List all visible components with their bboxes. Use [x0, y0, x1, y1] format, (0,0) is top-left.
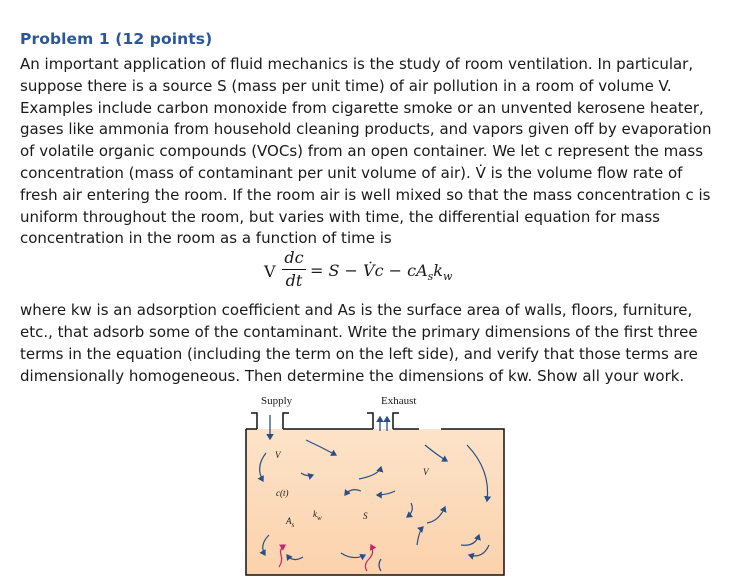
- problem-paragraph-2: where kw is an adsorption coefficient and As is the surface area of walls, floors, furniture, etc., that adsorb some of the contaminant. Write the primary dimensions of the first three terms in the equation (including the term on the left side), and verify that those terms are dimensionally homogeneous. Then determine the dimensions of kw. Show all your work.: [20, 301, 698, 385]
- eq-fraction-bar: [282, 269, 306, 270]
- eq-denominator: dt: [285, 271, 303, 291]
- k-subscript: w: [317, 513, 322, 522]
- area-letter: A: [286, 516, 292, 526]
- eq-right-side: [310, 261, 452, 283]
- source-label: S: [363, 511, 368, 521]
- room-ventilation-figure: [241, 395, 509, 577]
- v-right-label: V: [423, 467, 429, 477]
- problem-paragraph-1: An important application of fluid mechanics is the study of room ventilation. In particular, suppose there is a source S (mass per unit time) of air pollution in a room of volume V. Examples include carbon monoxide from cigarette smoke or an unvented kerosene heater, gases like ammonia from household cleaning products, and vapors given off by evaporation of volatile organic compounds (VOCs) from an open container. We let c represent the mass concentration (mass of contaminant per unit volume of air). V̇ is the volume flow rate of fresh air entering the room. If the room air is well mixed so that the mass concentration c is uniform throughout the room, but varies with time, the differential equation for mass concentration in the room as a function of time is: [20, 55, 712, 248]
- supply-duct: [251, 413, 257, 429]
- eq-sub-s: s: [427, 270, 434, 284]
- room-interior: [246, 429, 504, 575]
- problem-title: Problem 1 (12 points): [20, 30, 213, 48]
- eq-volume: V: [264, 262, 276, 282]
- eq-sub-w: w: [443, 270, 453, 284]
- differential-equation: [20, 250, 720, 300]
- v-left-label: V: [275, 450, 281, 460]
- area-subscript: s: [291, 520, 295, 529]
- area-label: [286, 516, 294, 529]
- room-diagram: [241, 395, 509, 577]
- eq-rhs-terms: = S − V̇c − cA: [310, 261, 428, 281]
- problem-page: [20, 30, 720, 387]
- k-letter: k: [313, 509, 317, 519]
- exhaust-duct: [367, 413, 373, 429]
- exhaust-label: Exhaust: [381, 395, 417, 407]
- eq-k: k: [433, 261, 443, 281]
- supply-label: Supply: [261, 395, 293, 407]
- eq-numerator: dc: [284, 248, 304, 268]
- kw-label: [313, 509, 322, 522]
- concentration-label: c(t): [276, 488, 289, 498]
- eq-fraction: [282, 248, 306, 291]
